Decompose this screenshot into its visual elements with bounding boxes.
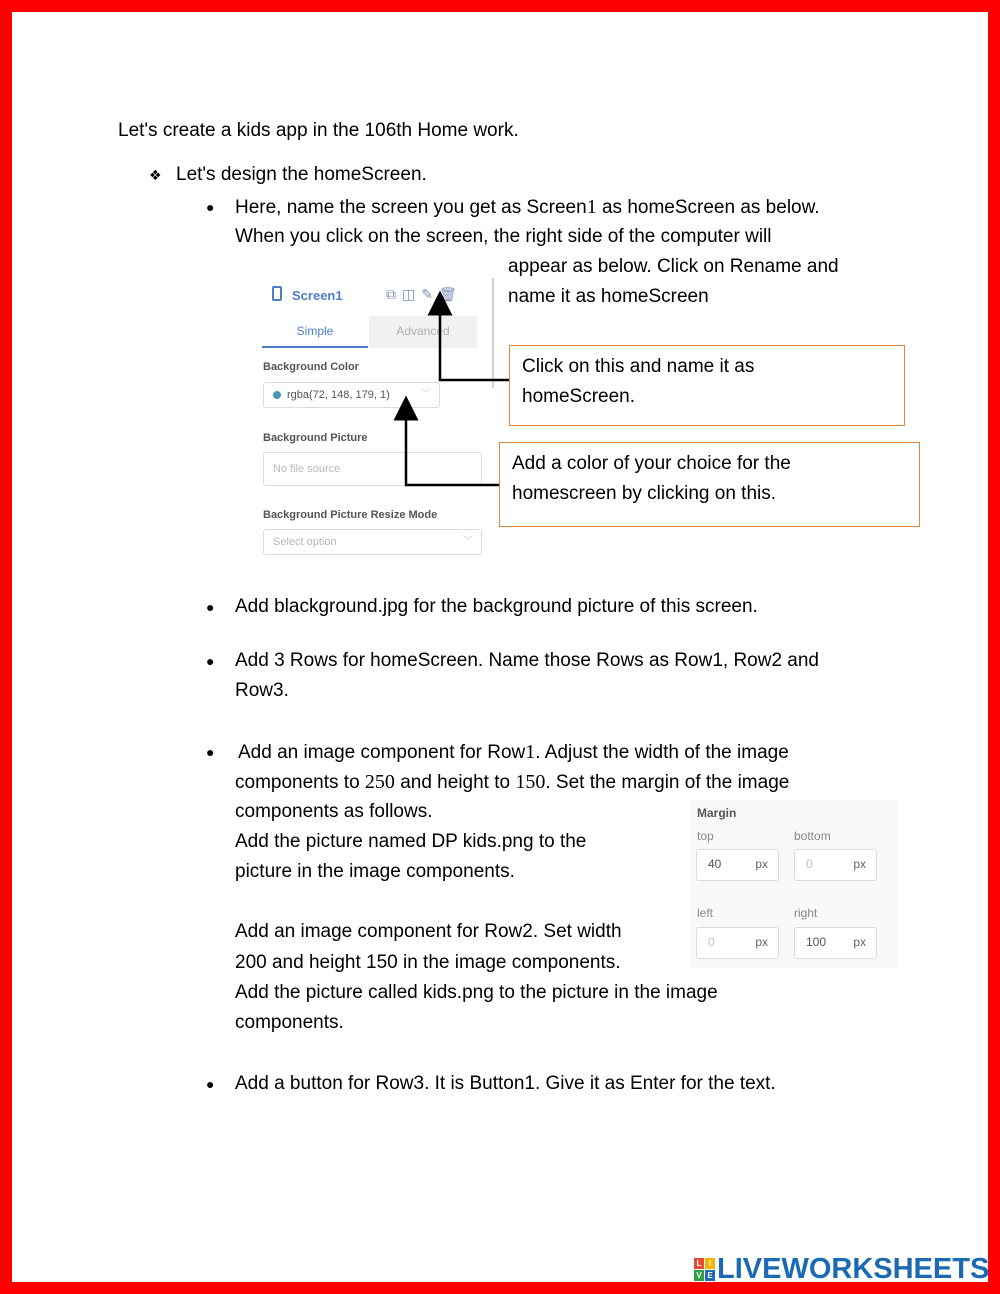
rename-arrow	[440, 303, 509, 380]
step3-line2: Row3.	[235, 680, 289, 701]
bullet-icon: ●	[206, 653, 215, 669]
margin-bottom-value: 0	[806, 857, 813, 871]
step4-line4: Add the picture named DP kids.png to the	[235, 831, 587, 852]
logo-text: LIVEWORKSHEETS	[717, 1253, 990, 1285]
bg-picture-label: Background Picture	[263, 432, 368, 444]
step4-line3: components as follows.	[235, 801, 433, 822]
logo-badge-letter: L	[694, 1258, 704, 1269]
margin-right-value: 100	[806, 935, 827, 949]
margin-top-input[interactable]	[696, 849, 779, 881]
rename-callout-line1: Click on this and name it as	[522, 356, 755, 377]
margin-right-input[interactable]	[794, 927, 877, 959]
margin-bottom-input[interactable]	[794, 849, 877, 881]
logo-badge-letter: V	[694, 1270, 704, 1281]
step1-line2: When you click on the screen, the right side of the computer will	[235, 226, 772, 247]
step3-line1: Add 3 Rows for homeScreen. Name those Rows as Row1, Row2 and	[235, 650, 819, 671]
tab-advanced[interactable]: Advanced	[369, 316, 477, 348]
unit-label: px	[755, 935, 768, 949]
bg-color-label: Background Color	[263, 361, 359, 373]
step1-line4: name it as homeScreen	[508, 286, 709, 307]
step1-line1: Here, name the screen you get as Screen1 as homeScreen as below.	[235, 196, 820, 218]
intro-text: Let's create a kids app in the 106th Home work.	[118, 120, 519, 141]
pencil-icon[interactable]: ✎	[421, 286, 439, 302]
add-screen-icon[interactable]: ⧉	[386, 286, 402, 302]
step2-text: Add blackground.jpg for the background picture of this screen.	[235, 596, 758, 617]
margin-left-input[interactable]	[696, 927, 779, 959]
diamond-bullet-icon: ❖	[149, 167, 162, 183]
color-callout-line2: homescreen by clicking on this.	[512, 483, 777, 504]
chevron-down-icon: ﹀	[463, 536, 473, 547]
logo-badge-letter: I	[705, 1258, 715, 1269]
bg-color-value: rgba(72, 148, 179, 1)	[287, 389, 390, 401]
step4-line5: picture in the image components.	[235, 861, 515, 882]
step4-line8: Add the picture called kids.png to the picture in the image	[235, 982, 718, 1003]
bg-picture-placeholder: No file source	[273, 463, 341, 475]
section-heading: Let's design the homeScreen.	[176, 164, 427, 185]
logo-badge	[694, 1258, 716, 1282]
layout-icon[interactable]: ◫	[402, 286, 422, 302]
step5-text: Add a button for Row3. It is Button1. Give it as Enter for the text.	[235, 1073, 776, 1094]
step1-line3: appear as below. Click on Rename and	[508, 256, 839, 277]
bullet-icon: ●	[206, 1076, 215, 1092]
step4-line9: components.	[235, 1012, 344, 1033]
tab-simple[interactable]: Simple	[262, 316, 368, 348]
screen-title: Screen1	[292, 288, 343, 303]
unit-label: px	[853, 857, 866, 871]
chevron-down-icon: ﹀	[421, 389, 431, 400]
color-callout-line1: Add a color of your choice for the	[512, 453, 791, 474]
step4-line1: Add an image component for Row1. Adjust the width of the image	[238, 741, 789, 763]
rename-callout-line2: homeScreen.	[522, 386, 636, 407]
step4-line2: components to 250 and height to 150. Set the margin of the image	[235, 771, 790, 793]
margin-top-label: top	[697, 829, 714, 843]
color-arrow	[406, 408, 499, 485]
bullet-icon: ●	[206, 199, 215, 215]
margin-left-value: 0	[708, 935, 715, 949]
step4-line6: Add an image component for Row2. Set width	[235, 921, 622, 942]
margin-right-label: right	[794, 906, 818, 920]
resize-mode-label: Background Picture Resize Mode	[263, 509, 438, 521]
trash-icon[interactable]: 🗑	[438, 286, 463, 302]
bullet-icon: ●	[206, 744, 215, 760]
margin-title: Margin	[697, 806, 737, 820]
unit-label: px	[853, 935, 866, 949]
logo-badge-letter: E	[705, 1270, 715, 1281]
resize-mode-placeholder: Select option	[273, 536, 337, 548]
margin-bottom-label: bottom	[794, 829, 831, 843]
unit-label: px	[755, 857, 768, 871]
margin-panel	[690, 800, 898, 968]
bullet-icon: ●	[206, 599, 215, 615]
margin-top-value: 40	[708, 857, 722, 871]
margin-left-label: left	[697, 906, 714, 920]
step4-line7: 200 and height 150 in the image components.	[235, 952, 621, 973]
